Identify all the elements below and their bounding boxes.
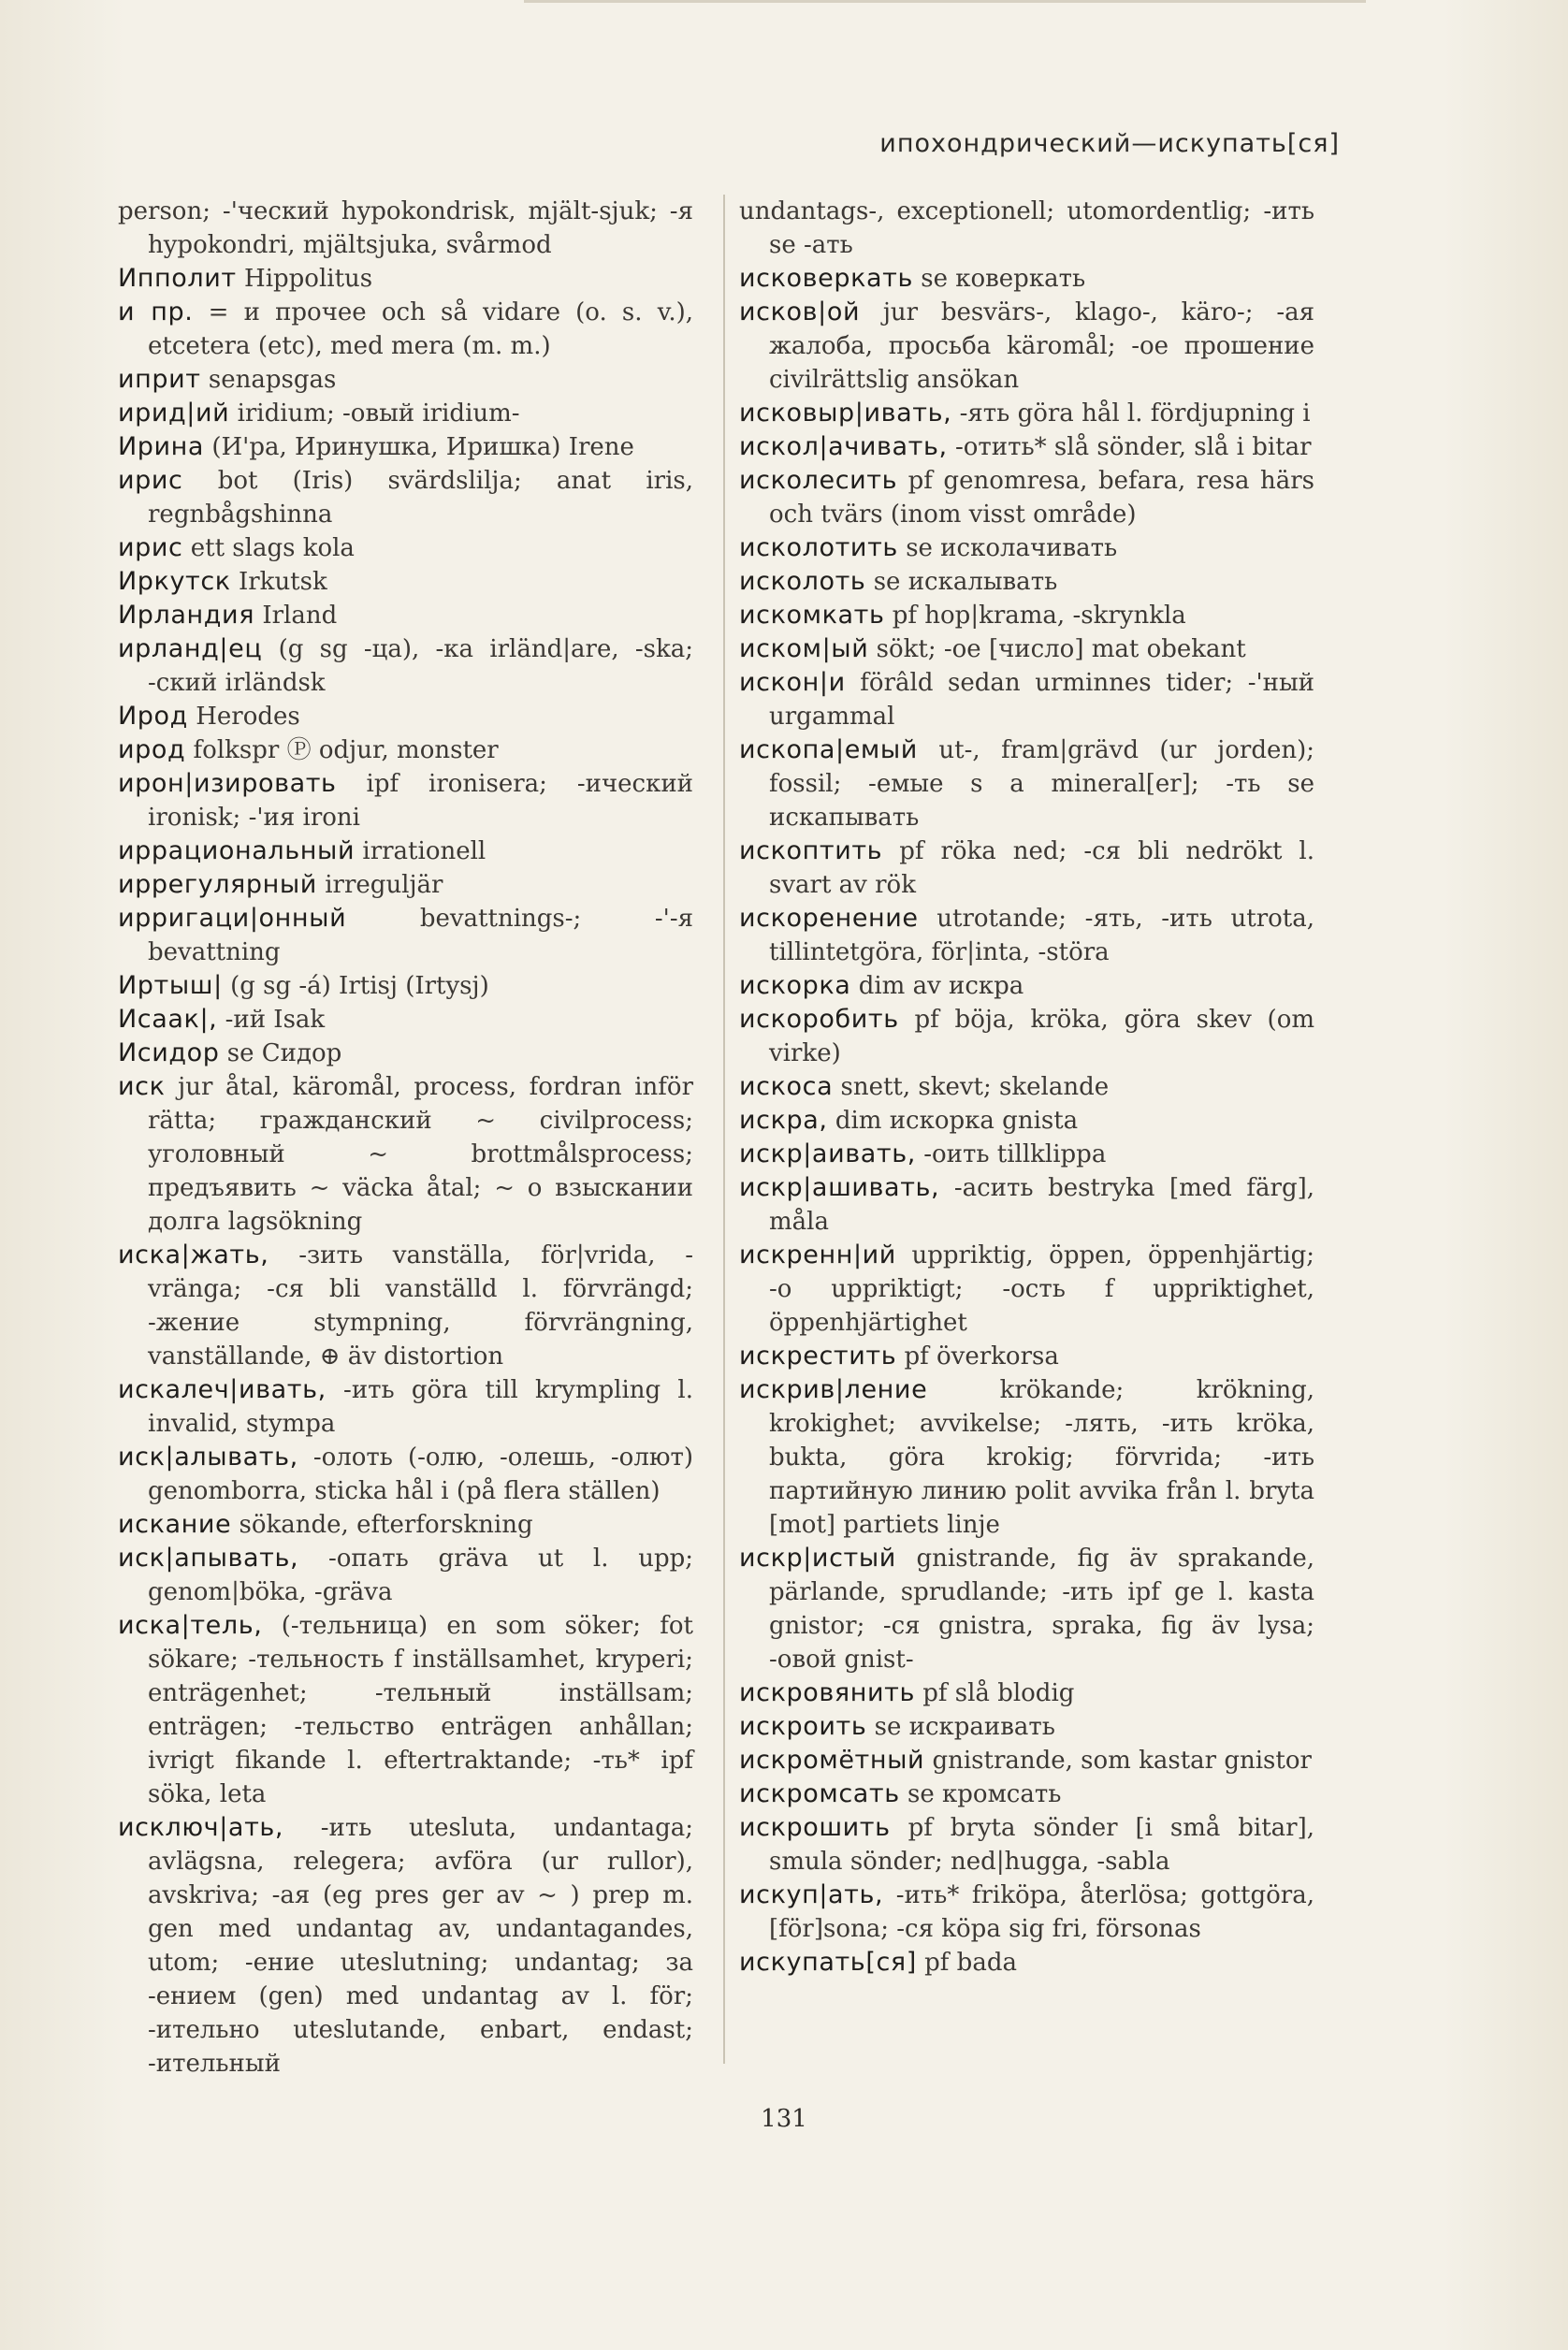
entry-headword: иском|ый [739, 634, 869, 663]
dictionary-entry [739, 834, 1314, 902]
entry-definition: pf bada [924, 1949, 1017, 1977]
entry-definition: gnistrande, som kastar gnistor [932, 1747, 1312, 1775]
entry-definition: irreguljär [325, 871, 443, 899]
dictionary-entry [118, 397, 693, 430]
entry-definition: (И'ра, Иринушка, Иришка) Irene [211, 433, 634, 461]
entry-definition: -ять göra hål l. fördjupning i [959, 399, 1311, 428]
top-edge-rule [524, 0, 1366, 3]
entry-definition: -оить tillklippa [923, 1140, 1107, 1168]
dictionary-entry [118, 1373, 693, 1441]
dictionary-entry [118, 531, 693, 565]
entry-definition: -зить vanställa, för|vrida, -vränga; -ся bli vanställd l. förvrängd; -жение stympning, förvrängning, vanställande, ⊕ äv distortion [148, 1241, 694, 1371]
dictionary-entry [118, 969, 693, 1003]
entry-headword: искомкать [739, 601, 885, 630]
entry-headword: ирид|ий [118, 399, 230, 428]
dictionary-entry [739, 1104, 1314, 1138]
entry-headword: искоробить [739, 1005, 899, 1034]
dictionary-entry [739, 1542, 1314, 1676]
entry-definition: dim av искра [858, 972, 1024, 1000]
entry-definition: se искраивать [874, 1713, 1055, 1741]
entry-headword: ирланд|ец [118, 634, 263, 663]
entry-headword: искровянить [739, 1678, 915, 1707]
entry-definition: iridium; -овый iridium- [237, 399, 520, 428]
dictionary-entry [739, 1340, 1314, 1373]
running-head: ипохондрический—искупать[ся] [879, 129, 1340, 158]
entry-headword: исковеркать [739, 264, 913, 293]
entry-definition: folkspr Ⓟ odjur, monster [193, 736, 499, 764]
entry-definition: pf överkorsa [904, 1342, 1059, 1371]
dictionary-entry [739, 464, 1314, 531]
entry-definition: (-тельница) en som söker; fot sökare; -тельность f inställsamhet, kryperi; enträgenhet; -тельный inställsam; enträgen; -тельство enträgen anhållan; ivrigt fikande l. eftertraktande; -ть* ipf söka, leta [148, 1612, 693, 1808]
entry-definition: ipf ironisera; -ический ironisk; -'ия ironi [148, 770, 693, 832]
entry-headword: ископа|емый [739, 735, 918, 764]
entry-headword: искрошить [739, 1813, 891, 1842]
dictionary-entry [118, 632, 693, 700]
entry-headword: искание [118, 1510, 232, 1539]
entry-headword: искон|и [739, 668, 846, 697]
dictionary-entry [739, 1811, 1314, 1879]
entry-definition: Hippolitus [244, 265, 373, 293]
entry-definition: sökande, efterforskning [239, 1511, 533, 1539]
entry-definition: jur åtal, käromål, process, fordran inför rätta; гражданский ~ civilprocess; уголовный ~ brottmålsprocess; предъявить ~ väcka åtal; ~ о взыскании долга lagsökning [148, 1073, 693, 1236]
entry-headword: искр|истый [739, 1544, 896, 1573]
dictionary-entry [739, 397, 1314, 430]
left-column [118, 195, 693, 2081]
entry-headword: Ирина [118, 432, 205, 461]
entry-headword: искрив|ление [739, 1375, 928, 1404]
dictionary-entry [739, 296, 1314, 397]
column-divider [723, 195, 725, 2064]
entry-definition: gnistrande, fig äv sprakande, pärlande, sprudlande; -ить ipf ge l. kasta gnistor; -ся gnistra, spraka, fig äv lysa; -овой gnist- [769, 1545, 1314, 1674]
dictionary-entry [118, 464, 693, 531]
entry-definition: ett slags kola [190, 534, 355, 562]
entry-headword: ирон|изировать [118, 769, 337, 798]
dictionary-entry [739, 733, 1314, 834]
entry-definition: -асить bestryka [med färg], måla [769, 1174, 1314, 1236]
entry-headword: искоса [739, 1072, 834, 1101]
dictionary-entry [739, 1003, 1314, 1070]
entry-definition: se Сидор [226, 1039, 342, 1067]
entry-headword: Исаак|, [118, 1005, 218, 1034]
entry-definition: pf hop|krama, -skrynkla [892, 602, 1186, 630]
dictionary-entry [118, 902, 693, 969]
entry-headword: и пр. [118, 297, 194, 326]
entry-headword: иприт [118, 365, 201, 394]
entry-definition: se искалывать [873, 568, 1058, 596]
dictionary-entry [118, 1239, 693, 1373]
entry-headword: ирригаци|онный [118, 904, 347, 933]
entry-definition: Irland [262, 602, 338, 630]
entry-definition: pf bryta sönder [i små bitar], smula sönder; ned|hugga, -sabla [769, 1814, 1315, 1876]
entry-headword: Ипполит [118, 264, 237, 293]
entry-definition: pf genomresa, befara, resa härs och tvärs (inom visst område) [769, 467, 1314, 529]
dictionary-entry [118, 1609, 693, 1811]
entry-headword: искроить [739, 1712, 867, 1741]
entry-definition: förâld sedan urminnes tider; -'ный urgammal [769, 669, 1314, 731]
entry-headword: ископтить [739, 836, 883, 865]
entry-definition: se исколачивать [906, 534, 1118, 562]
dictionary-entry [739, 632, 1314, 666]
dictionary-entry [118, 1003, 693, 1037]
dictionary-entry [739, 969, 1314, 1003]
entry-definition: senapsgas [208, 366, 337, 394]
dictionary-entry [739, 1070, 1314, 1104]
entry-definition: = и прочее och så vidare (o. s. v.), etcetera (etc), med mera (m. m.) [148, 298, 693, 360]
dictionary-entry [118, 1441, 693, 1508]
page-number: 131 [761, 2105, 807, 2133]
entry-headword: исколоть [739, 567, 866, 596]
entry-definition: -ий Isak [225, 1006, 326, 1034]
entry-headword: искорка [739, 971, 851, 1000]
entry-headword: Ирод [118, 702, 188, 731]
entry-headword: Ирландия [118, 601, 255, 630]
entry-definition: Irkutsk [238, 568, 327, 596]
entry-headword: искр|аивать, [739, 1139, 916, 1168]
entry-headword: Иркутск [118, 567, 231, 596]
entry-definition: (g sg -á) Irtisj (Irtysj) [230, 972, 489, 1000]
entry-definition: (g sg -ца), -ка irländ|are, -ska; -ский irländsk [148, 635, 694, 697]
entry-definition: -ить utesluta, undantaga; avlägsna, relegera; avföra (ur rullor), avskriva; -ая (eg pres ger av ~ ) prep m. gen med undantag av, undantagandes, utom; -ение uteslutning; undantag; за -ением (gen) med undantag av l. för; -ительно uteslutande, enbart, endast; -ительный [148, 1814, 693, 2078]
entry-definition: bot (Iris) svärdslilja; anat iris, regnbågshinna [148, 467, 694, 529]
dictionary-entry [739, 1744, 1314, 1777]
dictionary-entry [118, 363, 693, 397]
entry-headword: иррегулярный [118, 870, 317, 899]
entry-headword: иск|алывать, [118, 1443, 298, 1472]
entry-definition: person; -'ческий hypokondrisk, mjält-sjuk; -я hypokondri, mjältsjuka, svårmod [118, 197, 693, 259]
dictionary-entry [118, 296, 693, 363]
entry-headword: иска|жать, [118, 1240, 269, 1269]
entry-headword: искол|ачивать, [739, 432, 948, 461]
entry-definition: sökt; -ое [число] mat obekant [876, 635, 1246, 663]
entry-headword: исключ|ать, [118, 1813, 284, 1842]
entry-headword: ирис [118, 466, 183, 495]
dictionary-entry [739, 599, 1314, 632]
entry-definition: -ить* friköpa, återlösa; gottgöra, [för]sona; -ся köpa sig fri, försonas [769, 1881, 1314, 1943]
entry-definition: ut-, fram|grävd (ur jorden); fossil; -емые s a mineral[er]; -ть se искапывать [769, 736, 1314, 832]
entry-definition: pf böja, kröka, göra skev (om virke) [769, 1006, 1314, 1067]
dictionary-entry [739, 1710, 1314, 1744]
dictionary-entry [739, 565, 1314, 599]
entry-headword: искромсать [739, 1779, 900, 1808]
dictionary-entry [118, 767, 693, 834]
dictionary-entry [118, 262, 693, 296]
dictionary-entry [739, 262, 1314, 296]
dictionary-entry [118, 1508, 693, 1542]
entry-headword: искромётный [739, 1746, 925, 1775]
entry-definition: krökande; krökning, krokighet; avvikelse; -лять, -ить kröka, bukta, göra krokig; förvrida; -ить партийную линию polit avvika från l. bryta [mot] partiets linje [769, 1376, 1314, 1539]
entry-headword: исколесить [739, 466, 898, 495]
dictionary-entry [118, 430, 693, 464]
dictionary-entry [118, 834, 693, 868]
entry-headword: иск|апывать, [118, 1544, 299, 1573]
entry-headword: искрестить [739, 1342, 897, 1371]
entry-definition: -опать gräva ut l. upp; genom|böka, -gräva [148, 1545, 693, 1606]
entry-definition: Herodes [196, 703, 300, 731]
entry-definition: jur besvärs-, klago-, käro-; -ая жалоба, просьба käromål; -ое прошение civilrättslig ansökan [769, 298, 1315, 394]
entry-headword: искренн|ий [739, 1240, 896, 1269]
entry-headword: ирис [118, 533, 183, 562]
dictionary-entry [118, 1037, 693, 1070]
entry-headword: искуп|ать, [739, 1880, 884, 1909]
dictionary-entry [118, 1542, 693, 1609]
entry-definition: se коверкать [921, 265, 1086, 293]
entry-definition: irrationell [362, 837, 486, 865]
entry-headword: искра, [739, 1106, 828, 1135]
dictionary-entry [739, 1676, 1314, 1710]
entry-definition: -ить göra till krympling l. invalid, stympa [148, 1376, 693, 1438]
dictionary-entry [739, 902, 1314, 969]
entry-definition: utrotande; -ять, -ить utrota, tillintetgöra, för|inta, -störa [769, 905, 1315, 966]
dictionary-entry [739, 531, 1314, 565]
entry-headword: иска|тель, [118, 1611, 263, 1640]
entry-headword: искоренение [739, 904, 919, 933]
right-column [739, 195, 1314, 1980]
dictionary-entry [739, 1138, 1314, 1171]
entry-definition: se кромсать [907, 1780, 1062, 1808]
dictionary-entry [739, 430, 1314, 464]
dictionary-entry [118, 565, 693, 599]
dictionary-entry [118, 868, 693, 902]
entry-headword: ирод [118, 735, 186, 764]
dictionary-entry [739, 1239, 1314, 1340]
entry-definition: -отить* slå sönder, slå i bitar [954, 433, 1312, 461]
entry-headword: исколотить [739, 533, 898, 562]
dictionary-entry [739, 1373, 1314, 1542]
entry-headword: исков|ой [739, 297, 861, 326]
dictionary-entry [118, 700, 693, 733]
entry-headword: Иртыш| [118, 971, 223, 1000]
dictionary-entry [118, 733, 693, 767]
entry-definition: snett, skevt; skelande [840, 1073, 1110, 1101]
entry-definition: dim искорка gnista [835, 1107, 1079, 1135]
entry-definition: undantags-, exceptionell; utomordentlig; -ить se -ать [739, 197, 1314, 259]
dictionary-entry [739, 1946, 1314, 1980]
dictionary-entry [118, 1070, 693, 1239]
entry-headword: иск [118, 1072, 166, 1101]
dictionary-entry [739, 1777, 1314, 1811]
dictionary-entry [739, 195, 1314, 262]
dictionary-entry [739, 1171, 1314, 1239]
dictionary-entry [118, 1811, 693, 2081]
entry-definition: pf röka ned; -ся bli nedrökt l. svart av rök [769, 837, 1314, 899]
entry-definition: uppriktig, öppen, öppenhjärtig; -о uppriktigt; -ость f uppriktighet, öppenhjärtighet [769, 1241, 1315, 1337]
dictionary-entry [118, 195, 693, 262]
dictionary-entry [739, 666, 1314, 733]
entry-headword: иррациональный [118, 836, 356, 865]
entry-headword: искр|ашивать, [739, 1173, 940, 1202]
entry-definition: pf slå blodig [922, 1679, 1075, 1707]
entry-headword: исковыр|ивать, [739, 399, 952, 428]
dictionary-entry [739, 1879, 1314, 1946]
entry-definition: bevattnings-; -'-я bevattning [148, 905, 694, 966]
entry-headword: Исидор [118, 1038, 220, 1067]
dictionary-entry [118, 599, 693, 632]
entry-headword: искалеч|ивать, [118, 1375, 327, 1404]
entry-definition: -олоть (-олю, -олешь, -олют) genomborra, sticka hål i (på flera ställen) [148, 1443, 693, 1505]
entry-headword: искупать[ся] [739, 1948, 917, 1977]
